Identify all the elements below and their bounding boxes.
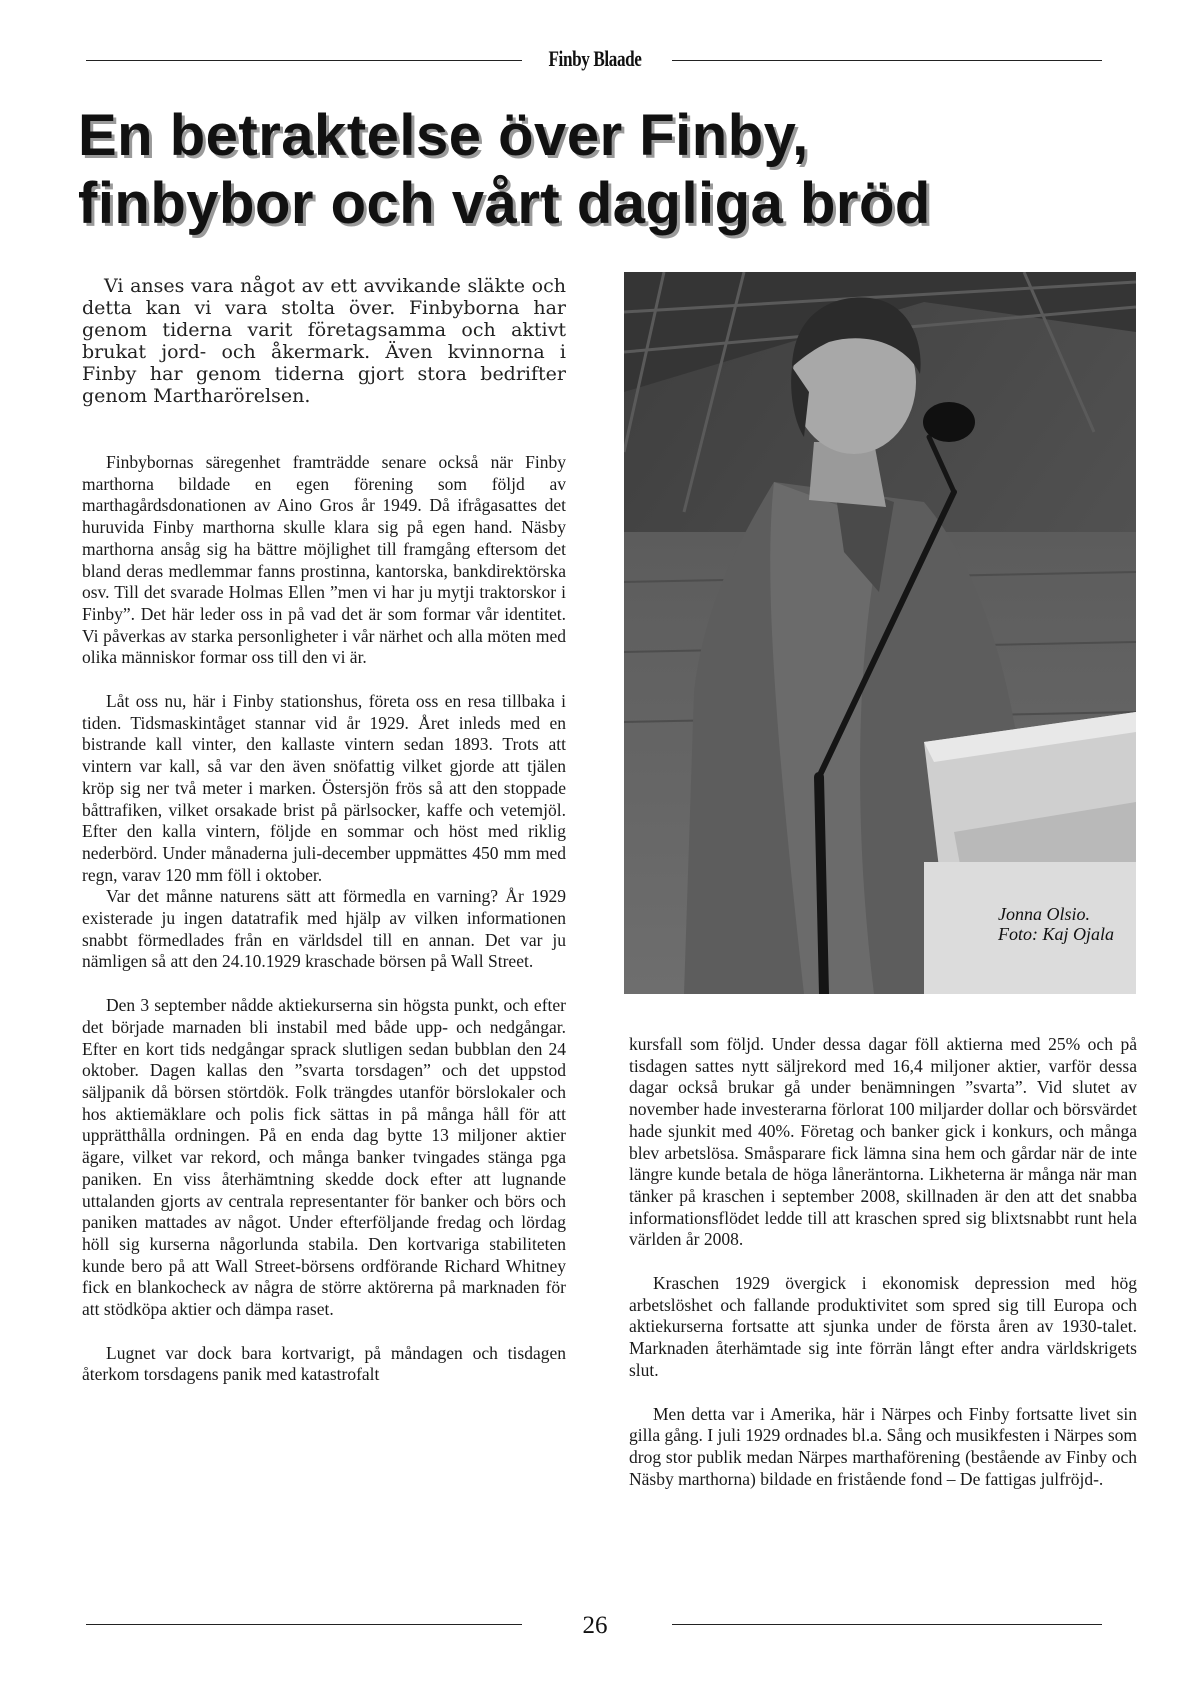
left-paragraph-5: Lugnet var dock bara kortvarigt, på måndagen och tisdagen återkom torsdagens panik med katastrofalt [82,1342,566,1385]
caption-subject: Jonna Olsio. [998,904,1090,924]
right-paragraph-2: Kraschen 1929 övergick i ekonomisk depression med hög arbetslöshet och fallande produktivitet som spred sig till Europa och aktiekurserna fortsatte att sjunka under de första åren av 1930-talet. Marknaden återhämtade sig inte förrän långt efter andra världskrigets slut. [629,1273,1137,1380]
right-paragraph-3: Men detta var i Amerika, här i Närpes och Finby fortsatte livet sin gilla gång. I juli 1929 ordnades bl.a. Sång och musikfesten i Närpes som drog stor publik medan Närpes marthaförening (bestående av Finby och Näsby marthorna) bildade en fristående fond – De fattigas julfröjd-. [629,1403,1137,1489]
left-column [82,452,566,1386]
left-paragraph-2: Låt oss nu, här i Finby stationshus, företa oss en resa tillbaka i tiden. Tidsmaskintåget stannar vid år 1929. Året inleds med en bistrande kall vinter, den kallaste vintern sedan 1893. Trots att vintern var kall, så var den även snöfattig vilket gjorde att tjälen kröp sig ner två meter i marken. Östersjön frös så att den stoppade båttrafiken, vilket orsakade brist på pärlsocker, kaffe och vetemjöl. Efter den kalla vintern, följde en sommar och höst med riklig nederbörd. Under månaderna juli-december uppmättes 450 mm med regn, varav 120 mm föll i oktober. [82,691,566,885]
headline-line-1: En betraktelse över Finby, [78,103,809,168]
photo-illustration [624,272,1136,994]
photo-caption [998,904,1114,944]
headline-line-2: finbybor och vårt dagliga bröd [78,171,931,236]
left-paragraph-1: Finbybornas säregenhet framträdde senare också när Finby marthorna bildade en egen förening som följd av marthagårdsdonationen av Aino Gros år 1949. Då ifrågasattes det huruvida Finby marthorna skulle klara sig på egen hand. Näsby marthorna ansåg sig ha bättre möjlighet till framgång eftersom det bland deras medlemmar fanns prostinna, kantorska, bankdirektörska osv. Till det svarade Holmas Ellen ”men vi har ju mytji traktorskor i Finby”. Det här leder oss in på vad det är som formar vår identitet. Vi påverkas av starka personligheter i vår närhet och alla möten med olika människor formar oss till den vi är. [82,452,566,668]
page-number: 26 [582,1612,608,1639]
left-paragraph-3: Var det månne naturens sätt att förmedla en varning? År 1929 existerade ju ingen datatrafik med hjälp av vilken informationen snabbt förmedlades från en världsdel till en annan. Det var ju nämligen så att den 24.10.1929 kraschade börsen på Wall Street. [82,886,566,972]
masthead-title: Finby Blaade [548,46,642,71]
article-photo [624,272,1136,994]
lead-paragraph [82,275,566,407]
article-headline [78,102,1138,238]
right-column [629,1034,1137,1490]
caption-credit: Foto: Kaj Ojala [998,924,1114,944]
lead-text: Vi anses vara något av ett avvikande släkte och detta kan vi vara stolta över. Finbyborna har genom tiderna varit företagsamma och aktivt brukat jord- och åkermark. Även kvinnorna i Finby har genom tiderna gjort stora bedrifter genom Martharörelsen. [82,275,566,407]
right-paragraph-1: kursfall som följd. Under dessa dagar föll aktierna med 25% och på tisdagen sattes nytt säljrekord med 16,4 miljoner aktier, varför dessa dagar också brukar gå under benämningen ”svarta”. Vid slutet av november hade investerarna förlorat 100 miljarder dollar och börsvärdet hade sjunkit med 40%. Företag och banker gick i konkurs, och många blev arbetslösa. Småsparare fick lämna sina hem och gårdar när de inte längre kunde betala de höga låneräntorna. Likheterna är många när man tänker på kraschen i september 2008, skillnaden är den att det snabba informationsflödet ledde till att kraschen spred sig blixtsnabbt runt hela världen år 2008. [629,1034,1137,1250]
left-paragraph-4: Den 3 september nådde aktiekurserna sin högsta punkt, och efter det började marnaden bli instabil med både upp- och nedgångar. Efter en kort tids nedgångar sprack slutligen sedan bubblan den 24 oktober. Dagen kallas den ”svarta torsdagen” och det uppstod säljpanik då börsen störtdök. Folk trängdes utanför börslokaler och hos aktiemäklare och polis fick sättas in på många håll för att upprätthålla ordningen. På en enda dag bytte 13 miljoner aktier ägare, vilket var rekord, och många banker tvingades stänga pga paniken. En viss återhämtning skedde dock efter att lugnande uttalanden gjorts av centrala representanter för banker och börs och paniken mattades av något. Under efterföljande fredag och lördag höll sig kurserna någorlunda stabila. Den kortvariga stabiliteten kunde bero på att Wall Street-börsens ordförande Richard Whitney fick en blankocheck av några de större aktörerna på marknaden för att stödköpa aktier och dämpa raset. [82,995,566,1320]
